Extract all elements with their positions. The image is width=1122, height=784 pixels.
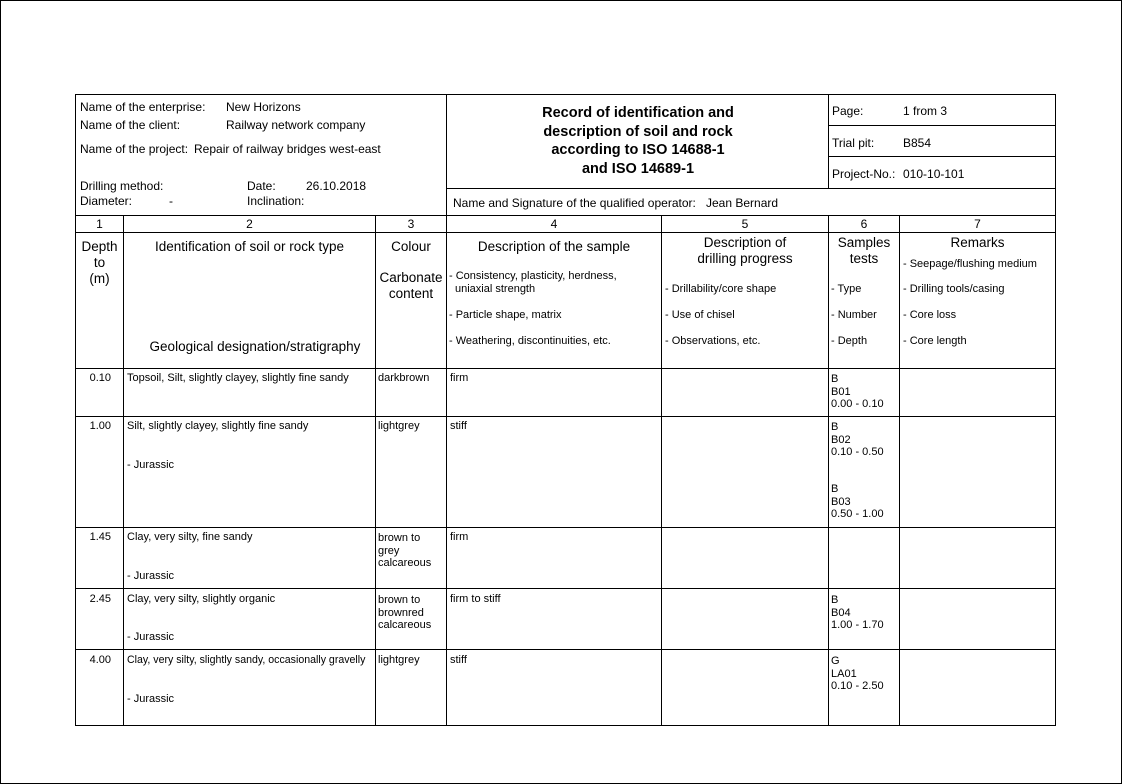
page-label: Page: (832, 104, 864, 118)
heading-cell (899, 232, 1056, 369)
row-soil: Clay, very silty, slightly sandy, occasionally gravelly (127, 654, 366, 666)
carbonate-heading-line: Carbonate (379, 270, 443, 285)
carbonate-heading-line: content (388, 286, 434, 301)
row-description: stiff (450, 654, 467, 666)
drilling-progress-item: - Observations, etc. (665, 335, 761, 347)
remarks-item: - Drilling tools/casing (903, 283, 1005, 295)
date-label: Date: (247, 179, 276, 193)
row-depth: 0.10 (89, 372, 111, 384)
project-label: Name of the project: (80, 142, 189, 156)
record-title-line: and ISO 14689-1 (581, 160, 695, 177)
column-divider (375, 368, 376, 726)
description-item: uniaxial strength (455, 283, 536, 295)
samples-item: - Type (831, 283, 862, 295)
row-sample (831, 594, 884, 632)
sample-type: B (831, 373, 839, 385)
drilling-progress-heading-line: Description of (703, 235, 787, 250)
page-value: 1 from 3 (903, 104, 948, 118)
row-soil: Topsoil, Silt, slightly clayey, slightly fine sandy (127, 372, 349, 384)
colour-line: brown to (378, 594, 421, 606)
depth-heading-line: (m) (89, 271, 110, 286)
row-colour: lightgrey (378, 420, 420, 432)
drilling-progress-heading-line: drilling progress (697, 251, 793, 266)
date-value: 26.10.2018 (306, 179, 367, 193)
operator-label: Name and Signature of the qualified operator: (453, 196, 696, 210)
row-colour (378, 532, 431, 570)
description-item: - Particle shape, matrix (449, 309, 562, 321)
drilling-progress-item: - Drillability/core shape (665, 283, 777, 295)
sample-range: 1.00 - 1.70 (831, 619, 884, 631)
client-label: Name of the client: (80, 118, 181, 132)
row-depth: 4.00 (89, 654, 111, 666)
column-number: 4 (550, 217, 558, 231)
row-colour: lightgrey (378, 654, 420, 666)
table-row (75, 416, 1056, 528)
colour-line: brown to (378, 532, 421, 544)
diameter-value: - (169, 194, 173, 208)
sample-range: 0.10 - 2.50 (831, 680, 884, 692)
column-number: 2 (246, 217, 253, 231)
record-title-line: description of soil and rock (543, 123, 733, 140)
colour-line: calcareous (378, 557, 432, 569)
column-divider (828, 368, 829, 726)
row-description: stiff (450, 420, 467, 432)
drilling-method-label: Drilling method: (80, 179, 164, 193)
depth-heading-line: to (93, 255, 106, 270)
row-colour (378, 594, 431, 632)
project-no-label: Project-No.: (832, 167, 896, 181)
sample-type: B (831, 421, 839, 433)
enterprise-label: Name of the enterprise: (80, 100, 206, 114)
record-title-line: according to ISO 14688-1 (551, 142, 725, 158)
operator-value: Jean Bernard (706, 196, 779, 210)
description-item: - Consistency, plasticity, herdness, (449, 270, 617, 282)
record-title-line: Record of identification and (542, 105, 734, 121)
row-soil: Clay, very silty, slightly organic (127, 593, 276, 605)
drilling-progress-heading (661, 235, 829, 267)
enterprise-value: New Horizons (226, 100, 301, 114)
sample-number: LA01 (831, 667, 857, 680)
row-stratigraphy: - Jurassic (127, 693, 175, 705)
sample-number: B04 (831, 606, 851, 619)
column-number: 1 (96, 217, 103, 231)
depth-heading (75, 239, 124, 287)
description-item: - Weathering, discontinuities, etc. (449, 335, 611, 347)
row-stratigraphy: - Jurassic (127, 631, 175, 643)
samples-heading (828, 235, 900, 267)
row-sample (831, 655, 884, 693)
samples-heading-line: tests (849, 251, 879, 266)
row-stratigraphy: - Jurassic (127, 459, 175, 471)
sample-type: B (831, 594, 839, 606)
column-number: 5 (741, 217, 749, 231)
row-description: firm to stiff (450, 593, 501, 605)
row-colour: darkbrown (378, 372, 430, 384)
row-sample (831, 421, 884, 459)
row-depth: 1.00 (89, 420, 111, 432)
column-number: 3 (407, 217, 415, 231)
colour-heading: Colour (391, 239, 431, 254)
row-description: firm (450, 531, 469, 543)
remarks-heading: Remarks (950, 235, 1005, 250)
remarks-item: - Seepage/flushing medium (903, 258, 1037, 270)
row-sample (831, 373, 884, 411)
samples-item: - Depth (831, 335, 868, 347)
record-title (450, 104, 826, 178)
row-soil: Clay, very silty, fine sandy (127, 531, 253, 543)
column-divider (123, 368, 124, 726)
inclination-label: Inclination: (247, 194, 305, 208)
samples-item: - Number (831, 309, 877, 321)
remarks-item: - Core length (903, 335, 967, 347)
row-soil: Silt, slightly clayey, slightly fine sandy (127, 420, 309, 432)
samples-heading-line: Samples (837, 235, 891, 250)
row-sample (831, 483, 884, 521)
sample-type: B (831, 483, 839, 495)
carbonate-heading (375, 270, 447, 302)
colour-line: calcareous (378, 619, 432, 631)
colour-line: grey (378, 544, 400, 557)
sample-number: B01 (831, 385, 851, 398)
colour-line: brownred (378, 606, 424, 619)
depth-heading-line: Depth (81, 239, 118, 254)
sample-range: 0.50 - 1.00 (831, 508, 884, 520)
column-number: 7 (974, 217, 981, 231)
column-divider (661, 368, 662, 726)
identification-heading: Identification of soil or rock type (154, 239, 345, 254)
diameter-label: Diameter: (80, 194, 133, 208)
remarks-item: - Core loss (903, 309, 957, 321)
client-value: Railway network company (226, 118, 366, 132)
row-description: firm (450, 372, 469, 384)
description-heading: Description of the sample (477, 239, 631, 254)
column-divider (899, 368, 900, 726)
sample-number: B03 (831, 495, 851, 508)
sample-range: 0.10 - 0.50 (831, 446, 884, 458)
row-depth: 2.45 (89, 593, 111, 605)
trial-pit-value: B854 (903, 136, 932, 150)
sample-range: 0.00 - 0.10 (831, 398, 884, 410)
drilling-progress-item: - Use of chisel (665, 309, 735, 321)
project-value: Repair of railway bridges west-east (194, 142, 381, 156)
sample-number: B02 (831, 433, 851, 446)
sample-type: G (831, 655, 840, 667)
row-depth: 1.45 (89, 531, 111, 543)
trial-pit-label: Trial pit: (832, 136, 875, 150)
row-stratigraphy: - Jurassic (127, 570, 175, 582)
column-number: 6 (860, 217, 868, 231)
project-no-value: 010-10-101 (903, 167, 965, 181)
stratigraphy-heading: Geological designation/stratigraphy (149, 339, 361, 354)
column-divider (446, 368, 447, 726)
